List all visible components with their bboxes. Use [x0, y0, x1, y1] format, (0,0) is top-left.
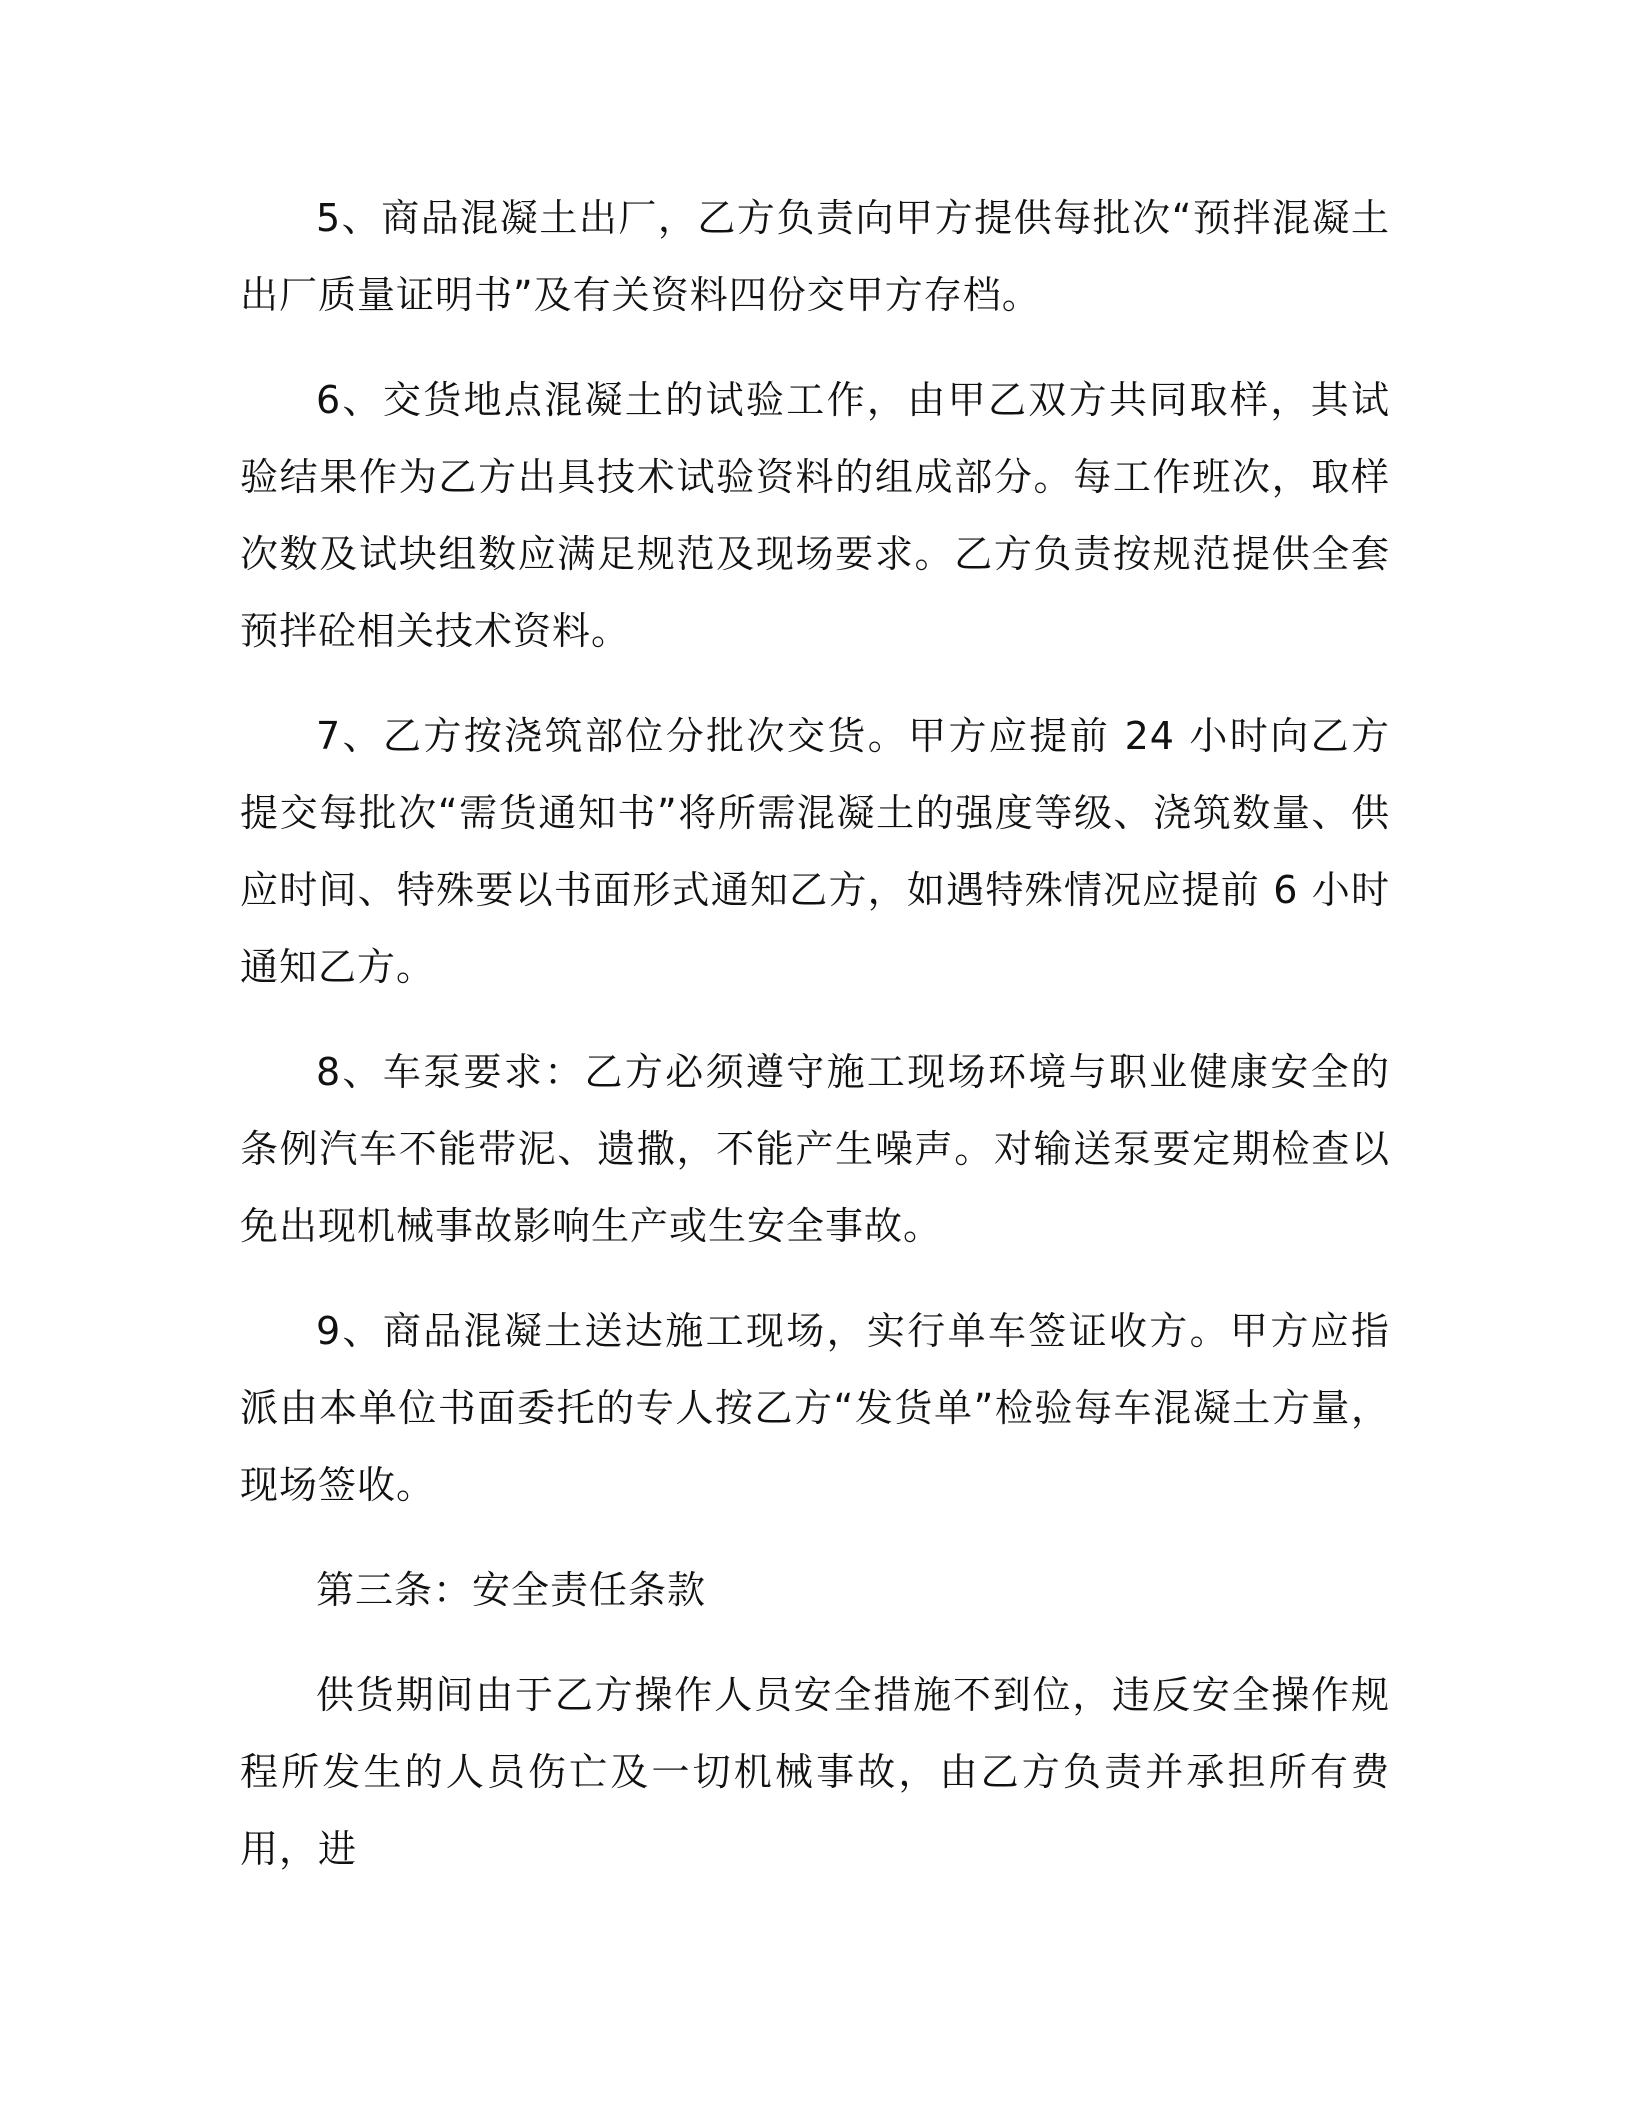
paragraph-gap: [240, 1006, 1390, 1034]
clause-8-paragraph: 8、车泵要求：乙方必须遵守施工现场环境与职业健康安全的条例汽车不能带泥、遗撒，不能产生噪声。对输送泵要定期检查以免出现机械事故影响生产或生安全事故。: [240, 1050, 1390, 1248]
paragraph-gap: [240, 334, 1390, 362]
clause-6-paragraph: 6、交货地点混凝土的试验工作，由甲乙双方共同取样，其试验结果作为乙方出具技术试验资料的组成部分。每工作班次，取样次数及试块组数应满足规范及现场要求。乙方负责按规范提供全套预拌砼相关技术资料。: [240, 378, 1390, 653]
clause-5-paragraph: 5、商品混凝土出厂，乙方负责向甲方提供每批次“预拌混凝土出厂质量证明书”及有关资料四份交甲方存档。: [240, 196, 1390, 317]
paragraph-gap: [240, 670, 1390, 698]
paragraph-gap: [240, 1265, 1390, 1293]
paragraph-gap: [240, 1629, 1390, 1657]
clause-7-paragraph: 7、乙方按浇筑部位分批次交货。甲方应提前 24 小时向乙方提交每批次“需货通知书”将所需混凝土的强度等级、浇筑数量、供应时间、特殊要以书面形式通知乙方，如遇特殊情况应提前 6 小时通知乙方。: [240, 714, 1390, 989]
paragraph-gap: [240, 1524, 1390, 1552]
section-heading: 第三条：安全责任条款: [316, 1568, 707, 1612]
clause-9-paragraph: 9、商品混凝土送达施工现场，实行单车签证收方。甲方应指派由本单位书面委托的专人按乙方“发货单”检验每车混凝土方量，现场签收。: [240, 1309, 1390, 1507]
document-page: [240, 180, 1390, 1888]
safety-responsibility-paragraph: 供货期间由于乙方操作人员安全措施不到位，违反安全操作规程所发生的人员伤亡及一切机械事故，由乙方负责并承担所有费用，进: [240, 1673, 1390, 1871]
